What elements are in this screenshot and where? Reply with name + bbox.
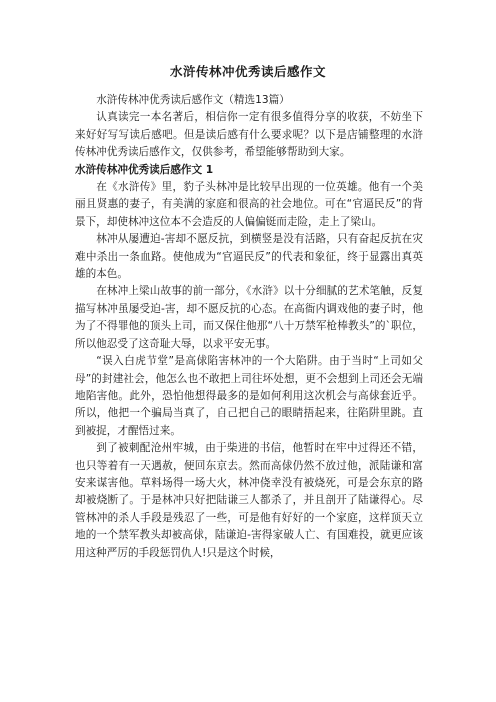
document-body xyxy=(75,92,423,562)
paragraph-intro: 认真读完一本名著后，相信你一定有很多值得分享的收获，不妨坐下来好好写写读后感吧。但是读后感有什么要求呢？以下是店铺整理的水浒传林冲优秀读后感作文，仅供参考，希望能够帮助到大家。 xyxy=(75,111,423,159)
paragraph: 到了被刺配沧州牢城，由于柴进的书信，他暂时在牢中过得还不错，也只等着有一天遇赦，便回东京去。然而高俅仍然不放过他，派陆谦和富安来谋害他。草料场得一场大火，林冲侥幸没有被烧死，可是会东京的路却被烧断了。于是林冲只好把陆谦三人都杀了，并且剖开了陆谦得心。尽管林冲的杀人手段是残忍了一些，可是他有好好的一个家庭，这样顶天立地的一个禁军教头却被高俅，陆谦迫-害得家破人亡、有国难投，就更应该用这种严厉的手段惩罚仇人!只是这个时候， xyxy=(75,442,423,559)
section-heading: 水浒传林冲优秀读后感作文 1 xyxy=(75,163,214,176)
paragraph: 在林冲上梁山故事的前一部分，《水浒》以十分细腻的艺术笔触，反复描写林冲虽屡受迫-害，却不愿反抗的心态。在高衙内调戏他的妻子时，他为了不得罪他的顶头上司，而又保住他那“八十万禁军枪棒教头”的`职位，所以他忍受了这奇耻大辱，以求平安无事。 xyxy=(75,285,423,350)
paragraph: “误入白虎节堂”是高俅陷害林冲的一个大陷阱。由于当时“上司如父母”的封建社会，他怎么也不敢把上司往坏处想，更不会想到上司还会无端地陷害他。此外，恐怕他想得最多的是如何利用这次机会与高俅套近乎。所以，他把一个骗局当真了，自己把自己的眼睛捂起来，往陷阱里跳。直到被捉，才醒悟过来。 xyxy=(75,355,423,437)
paragraph: 在《水浒传》里，豹子头林冲是比较早出现的一位英雄。他有一个美丽且贤惠的妻子，有美满的家庭和很高的社会地位。可在“官逼民反”的背景下，却使林冲这位本不会造反的人偏偏铤而走险，走上了梁山。 xyxy=(75,181,423,228)
document-title: 水浒传林冲优秀读后感作文 xyxy=(169,64,326,79)
paragraph: 林冲从屡遭迫-害却不愿反抗，到横竖是没有活路，只有奋起反抗在灾难中杀出一条血路。使他成为“官逼民反”的代表和象征，终于显露出真英雄的本色。 xyxy=(75,233,423,281)
paragraph-subtitle: 水浒传林冲优秀读后感作文（精选13篇） xyxy=(96,94,290,106)
